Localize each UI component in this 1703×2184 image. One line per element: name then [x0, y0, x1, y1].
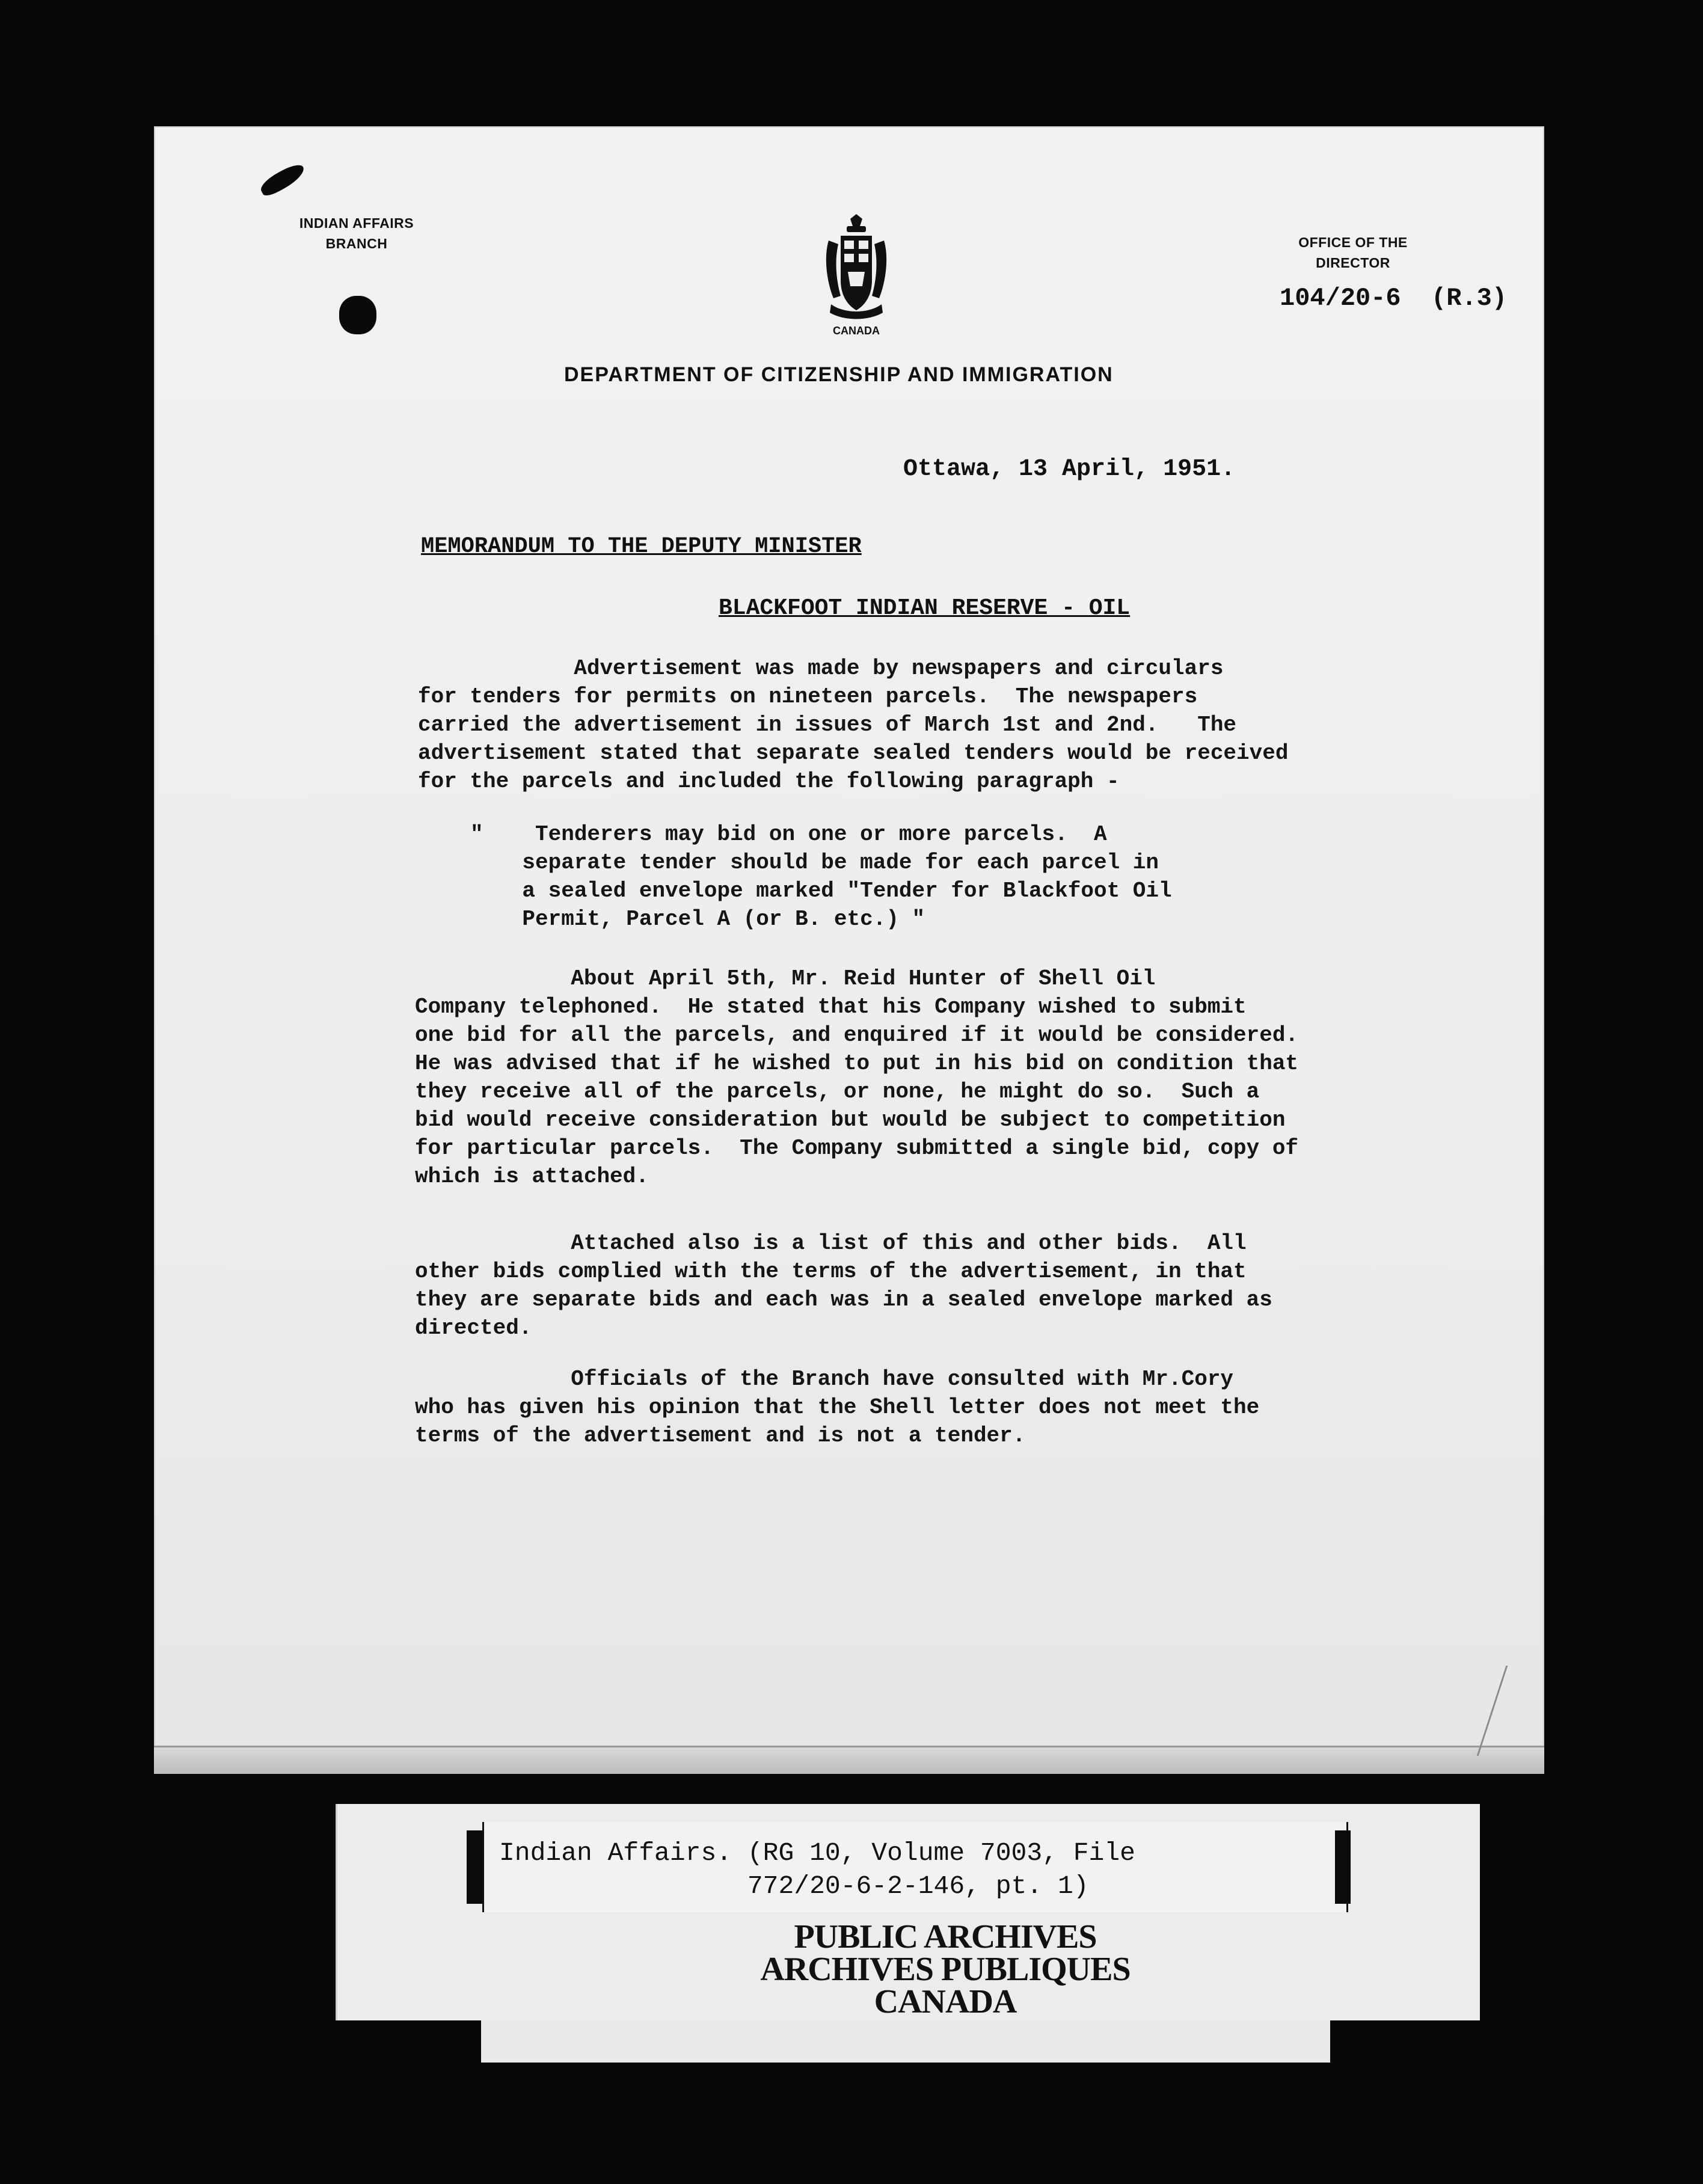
branch-line: INDIAN AFFAIRS [299, 215, 414, 231]
paragraph-other-bids: Attached also is a list of this and other bids. All other bids complied with the terms of the advertisement, in that they are separate bids and each was in a sealed envelope marked as directed. [415, 1231, 1272, 1340]
archive-citation: Indian Affairs. (RG 10, Volume 7003, File 772/20-6-2-146, pt. 1) [499, 1838, 1135, 1901]
memo-title: MEMORANDUM TO THE DEPUTY MINISTER [421, 534, 862, 559]
archives-stamp-line: CANADA [874, 1983, 1017, 2020]
office-heading [1281, 232, 1425, 273]
archive-label-strip [481, 2020, 1330, 2063]
file-reference: 104/20-6 (R.3) [1280, 284, 1508, 313]
office-line: DIRECTOR [1316, 255, 1390, 271]
paragraph-advertisement: Advertisement was made by newspapers and circulars for tenders for permits on nineteen parcels. The newspapers carried the advertisement in issues of March 1st and 2nd. The advertisement stated that separate sealed tenders would be received for the parcels and included the following paragraph - [418, 656, 1289, 794]
memo-subject: BLACKFOOT INDIAN RESERVE - OIL [719, 595, 1131, 621]
paragraph-shell-bid: About April 5th, Mr. Reid Hunter of Shell Oil Company telephoned. He stated that his Company wished to submit one bid for all the parcels, and enquired if it would be considered. He was advised that if he wished to put in his bid on condition that they receive all of the parcels, or none, he might do so. Such a bid would receive consideration but would be subject to competition for particular parcels. The Company submitted a single bid, copy of which is attached. [415, 966, 1299, 1189]
department-heading: DEPARTMENT OF CITIZENSHIP AND IMMIGRATION [564, 363, 1114, 386]
archives-stamp-line: PUBLIC ARCHIVES [794, 1918, 1097, 1955]
branch-heading [287, 213, 426, 254]
branch-line: BRANCH [325, 236, 388, 251]
memo-date: Ottawa, 13 April, 1951. [903, 456, 1236, 483]
citation-bracket-left [467, 1830, 482, 1904]
punch-hole [339, 296, 376, 334]
paragraph-officials-opinion: Officials of the Branch have consulted with Mr.Cory who has given his opinion that the Shell letter does not meet the terms of the advertisement and is not a tender. [415, 1367, 1260, 1448]
archives-stamp-line: ARCHIVES PUBLIQUES [760, 1951, 1131, 1988]
quoted-paragraph: " Tenderers may bid on one or more parcels. A separate tender should be made for each parcel in a sealed envelope marked "Tender for Blackfoot Oil Permit, Parcel A (or B. etc.) " [470, 822, 1172, 931]
crest-label: CANADA [833, 325, 880, 337]
citation-bracket-right [1335, 1830, 1351, 1904]
office-line: OFFICE OF THE [1298, 235, 1408, 250]
coat-of-arms-icon [820, 214, 892, 332]
archives-stamp [651, 1918, 1240, 2020]
